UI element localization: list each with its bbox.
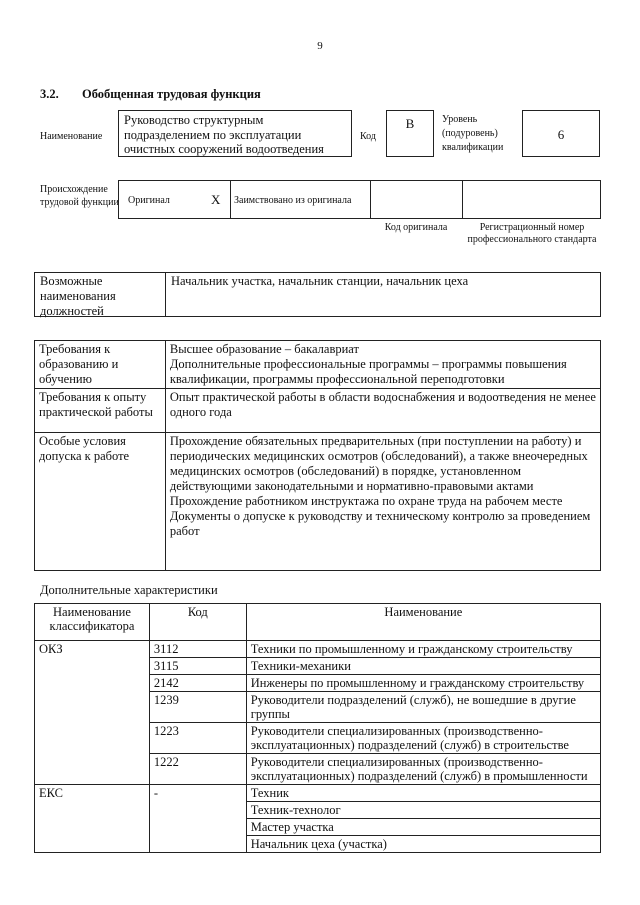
additional-title: Дополнительные характеристики [40, 583, 218, 597]
positions-value: Начальник участка, начальник станции, начальник цеха [171, 274, 469, 288]
okz-name: Руководители специализированных (производственно-эксплуатационных) подразделений (служб) в промышленности [246, 754, 600, 785]
level-label: Уровень (подуровень) квалификации [442, 114, 504, 153]
name-label: Наименование [40, 131, 103, 142]
code-label: Код [360, 131, 376, 142]
eks-row [35, 785, 601, 802]
requirement-line: Прохождение работником инструктажа по охране труда на рабочем месте [169, 494, 563, 508]
okz-code: 2142 [149, 675, 246, 692]
okz-code: 1223 [149, 723, 246, 754]
requirement-line: Дополнительные профессиональные программы – программы повышения квалификации, программы профессиональной переподготовки [169, 357, 567, 386]
okz-name: Руководители специализированных (производственно-эксплуатационных) подразделений (служб) в строительстве [246, 723, 600, 754]
requirement-line: Прохождение обязательных предварительных (при поступлении на работу) и периодических медицинских осмотров (обследований), а также внеочередных медицинских осмотров (обследований) в порядке, установленном действующими законодательными и нормативно-правовыми актами [169, 434, 588, 493]
okz-classifier: ОКЗ [35, 641, 150, 785]
positions-label: Возможные наименования должностей [40, 274, 116, 318]
requirement-label: Особые условия допуска к работе [35, 433, 166, 571]
code-original-caption: Код оригинала [384, 222, 448, 233]
requirement-value [165, 341, 600, 389]
eks-classifier: ЕКС [35, 785, 150, 853]
requirement-line: Опыт практической работы в области водоснабжения и водоотведения не менее одного года [169, 390, 596, 419]
classifier-header-row [35, 604, 601, 641]
level-value: 6 [557, 127, 565, 142]
original-mark: X [211, 192, 221, 207]
okz-code: 1222 [149, 754, 246, 785]
origin-divider-1 [230, 181, 231, 218]
requirement-line: Высшее образование – бакалавриат [169, 342, 359, 356]
requirement-label: Требования к опыту практической работы [35, 389, 166, 433]
okz-code: 3112 [149, 641, 246, 658]
section-number: 3.2. [40, 87, 59, 101]
header-name: Наименование [246, 604, 600, 641]
header-code: Код [149, 604, 246, 641]
eks-name: Техник [246, 785, 600, 802]
requirement-row [35, 341, 601, 389]
requirement-value [165, 389, 600, 433]
requirements-table [34, 340, 601, 571]
eks-code: - [149, 785, 246, 853]
okz-name: Инженеры по промышленному и гражданскому строительству [246, 675, 600, 692]
origin-divider-3 [462, 181, 463, 218]
eks-name: Техник-технолог [246, 802, 600, 819]
name-value-box [118, 110, 352, 157]
section-title: Обобщенная трудовая функция [82, 87, 261, 101]
requirement-label: Требования к образованию и обучению [35, 341, 166, 389]
requirement-row [35, 389, 601, 433]
borrowed-label: Заимствовано из оригинала [234, 195, 352, 206]
eks-name: Начальник цеха (участка) [246, 836, 600, 853]
level-value-box [522, 110, 600, 157]
origin-table [118, 180, 601, 219]
name-value: Руководство структурным подразделением по эксплуатации очистных сооружений водоотведения [124, 113, 324, 156]
eks-name: Мастер участка [246, 819, 600, 836]
page-number: 9 [317, 40, 323, 52]
okz-row [35, 641, 601, 658]
classifier-table [34, 603, 601, 853]
okz-name: Техники по промышленному и гражданскому строительству [246, 641, 600, 658]
origin-divider-2 [370, 181, 371, 218]
original-label: Оригинал [128, 195, 170, 206]
requirement-row [35, 433, 601, 571]
okz-code: 1239 [149, 692, 246, 723]
header-classifier: Наименование классификатора [35, 604, 150, 641]
positions-divider [165, 273, 166, 316]
requirement-value [165, 433, 600, 571]
code-value: B [405, 116, 415, 131]
positions-table [34, 272, 601, 317]
reg-number-caption: Регистрационный номер профессионального стандарта [467, 222, 597, 245]
code-value-box [386, 110, 434, 157]
okz-name: Техники-механики [246, 658, 600, 675]
okz-name: Руководители подразделений (служб), не вошедшие в другие группы [246, 692, 600, 723]
okz-code: 3115 [149, 658, 246, 675]
requirement-line: Документы о допуске к руководству и техническому контролю за проведением работ [169, 509, 591, 538]
origin-label: Происхождение трудовой функции [40, 184, 119, 208]
